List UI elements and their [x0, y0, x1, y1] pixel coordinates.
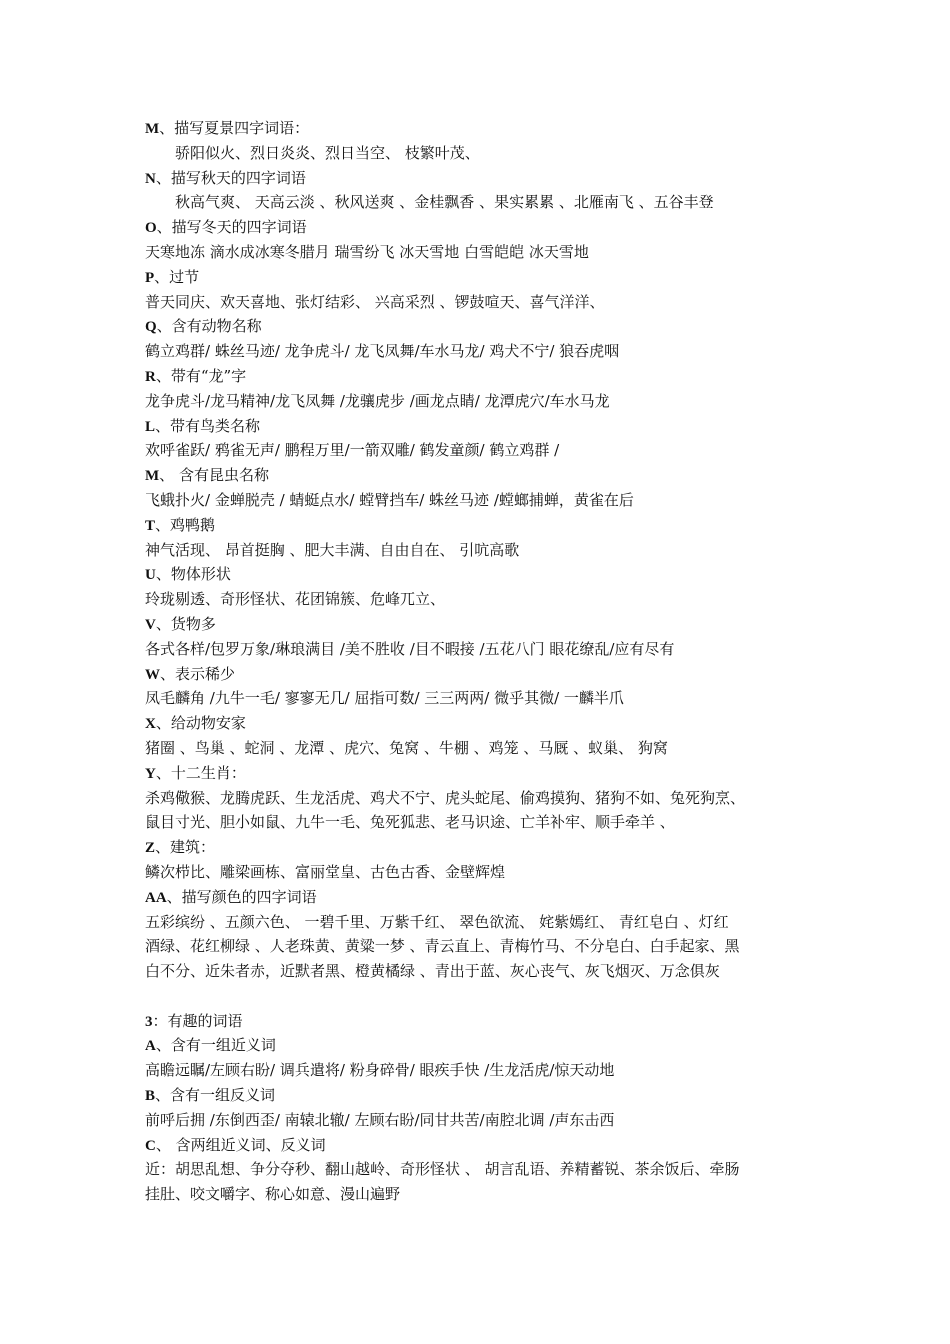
section-key: L: [145, 418, 156, 435]
section-title: 、描写冬天的四字词语: [156, 218, 307, 237]
section-key: Z: [145, 840, 156, 857]
section-title: 、描写颜色的四字词语: [166, 887, 317, 906]
section-key: AA: [145, 889, 167, 906]
idiom-line: 白不分、近朱者赤，近默者黑、橙黄橘绿 、青出于蓝、灰心丧气、灰飞烟灭、万念俱灰: [145, 962, 720, 981]
section-heading: [145, 885, 825, 910]
section-heading: [145, 1033, 825, 1058]
idiom-line: 飞蛾扑火/ 金蝉脱壳 / 蜻蜓点水/ 螳臂挡车/ 蛛丝马迹 /螳螂捕蝉，黄雀在后: [145, 490, 634, 509]
section-key: U: [145, 567, 156, 584]
section-title: 、含有一组近义词: [155, 1036, 276, 1055]
section-key: N: [145, 170, 156, 187]
idiom-line: 猪圈 、鸟巢 、蛇洞 、龙潭 、虎穴、兔窝 、牛棚 、鸡笼 、马厩 、蚁巢、 狗窝: [145, 738, 668, 757]
section-title: 、货物多: [155, 614, 216, 633]
section-heading: [145, 612, 825, 637]
idiom-line: 骄阳似火、烈日炎炎、烈日当空、 枝繁叶茂、: [175, 143, 480, 162]
section-title: 、含有一组反义词: [155, 1086, 276, 1105]
section-title: 、鸡鸭鹅: [155, 515, 216, 534]
section-title: 、表示稀少: [160, 664, 236, 683]
idiom-line: 欢呼雀跃/ 鸦雀无声/ 鹏程万里/一箭双雕/ 鹤发童颜/ 鹤立鸡群 /: [145, 441, 560, 460]
idiom-line: 挂肚、咬文嚼字、称心如意、漫山遍野: [145, 1185, 401, 1204]
section-heading: [145, 215, 825, 240]
section-key: M: [145, 468, 160, 485]
section-key: C: [145, 1137, 156, 1154]
section-heading: [145, 1009, 825, 1034]
section-title: 、 含有昆虫名称: [159, 466, 269, 485]
section-heading: [145, 414, 825, 439]
section-title: 、含有动物名称: [156, 317, 262, 336]
blank-line: [145, 984, 825, 1009]
idiom-line: 鳞次栉比、雕梁画栋、富丽堂皇、古色古香、金壁辉煌: [145, 862, 506, 881]
section-title: 、带有鸟类名称: [155, 416, 261, 435]
idiom-line: 秋高气爽、 天高云淡 、秋风送爽 、金桂飘香 、果实累累 、北雁南飞 、五谷丰登: [175, 193, 714, 212]
idiom-line: 高瞻远瞩/左顾右盼/ 调兵遣将/ 粉身碎骨/ 眼疾手快 /生龙活虎/惊天动地: [145, 1061, 615, 1080]
section-heading: [145, 166, 825, 191]
idiom-line: 酒绿、花红柳绿 、人老珠黄、黄粱一梦 、青云直上、青梅竹马、不分皂白、白手起家、黑: [145, 937, 740, 956]
section-key: B: [145, 1088, 156, 1105]
section-key: M: [145, 121, 160, 137]
section-key: W: [145, 666, 160, 683]
section-heading: [145, 562, 825, 587]
idiom-line: 普天同庆、欢天喜地、张灯结彩、 兴高采烈 、锣鼓喧天、喜气洋洋、: [145, 292, 605, 311]
section-key: Y: [145, 765, 156, 782]
section-title: 、描写秋天的四字词语: [155, 168, 306, 187]
section-title: 、十二生肖：: [155, 763, 246, 782]
section-title: 、描写夏景四字词语：: [159, 119, 310, 137]
idiom-line: 玲珑剔透、奇形怪状、花团锦簇、危峰兀立、: [145, 590, 446, 609]
section-key: P: [145, 269, 155, 286]
section-key: O: [145, 220, 157, 237]
section-heading: [145, 314, 825, 339]
section-key: V: [145, 616, 156, 633]
section-key: R: [145, 368, 156, 385]
idiom-line: 神气活现、 昂首挺胸 、肥大丰满、自由自在、 引吭高歌: [145, 540, 520, 559]
section-heading: [145, 463, 825, 488]
idiom-line: 龙争虎斗/龙马精神/龙飞凤舞 /龙骧虎步 /画龙点睛/ 龙潭虎穴/车水马龙: [145, 391, 610, 410]
section-heading: [145, 116, 825, 141]
section-title: 、带有“龙”字: [155, 366, 247, 385]
idiom-line: 五彩缤纷 、五颜六色、 一碧千里、万紫千红、 翠色欲流、 姹紫嫣红、 青红皂白 、灯红: [145, 912, 729, 931]
section-title: 、建筑：: [155, 838, 216, 857]
section-key: A: [145, 1038, 156, 1055]
section-heading: [145, 265, 825, 290]
section-key: Q: [145, 319, 157, 336]
section-title: 、物体形状: [155, 565, 231, 584]
section-heading: [145, 711, 825, 736]
idiom-line: 凤毛麟角 /九牛一毛/ 寥寥无几/ 屈指可数/ 三三两两/ 微乎其微/ 一麟半爪: [145, 689, 624, 708]
section-title: 、过节: [154, 267, 200, 286]
section-heading: [145, 662, 825, 687]
idiom-line: 杀鸡儆猴、龙腾虎跃、生龙活虎、鸡犬不宁、虎头蛇尾、偷鸡摸狗、猪狗不如、兔死狗烹、: [145, 788, 746, 807]
section-heading: [145, 835, 825, 860]
section-key: 3: [145, 1013, 153, 1030]
section-title: 、 含两组近义词、反义词: [155, 1135, 326, 1154]
idiom-line: 鹤立鸡群/ 蛛丝马迹/ 龙争虎斗/ 龙飞凤舞/车水马龙/ 鸡犬不宁/ 狼吞虎咽: [145, 342, 620, 361]
idiom-line: 前呼后拥 /东倒西歪/ 南辕北辙/ 左顾右盼/同甘共苦/南腔北调 /声东击西: [145, 1110, 615, 1129]
section-heading: [145, 761, 825, 786]
section-title: 、给动物安家: [155, 714, 246, 733]
idiom-line: 鼠目寸光、胆小如鼠、九牛一毛、兔死狐悲、老马识途、亡羊补牢、顺手牵羊 、: [145, 813, 675, 832]
section-key: X: [145, 716, 156, 733]
idiom-line: 各式各样/包罗万象/琳琅满目 /美不胜收 /目不暇接 /五花八门 眼花缭乱/应有尽有: [145, 639, 675, 658]
section-key: T: [145, 517, 156, 534]
idiom-line: 天寒地冻 滴水成冰寒冬腊月 瑞雪纷飞 冰天雪地 白雪皑皑 冰天雪地: [145, 242, 589, 261]
document-body: [145, 116, 825, 1207]
section-heading: [145, 364, 825, 389]
section-title: ：有趣的词语: [152, 1011, 243, 1030]
section-heading: [145, 1083, 825, 1108]
section-heading: [145, 513, 825, 538]
section-heading: [145, 1133, 825, 1158]
idiom-line: 近：胡思乱想、争分夺秒、翻山越岭、奇形怪状 、 胡言乱语、养精蓄锐、茶余饭后、牵肠: [145, 1160, 740, 1179]
